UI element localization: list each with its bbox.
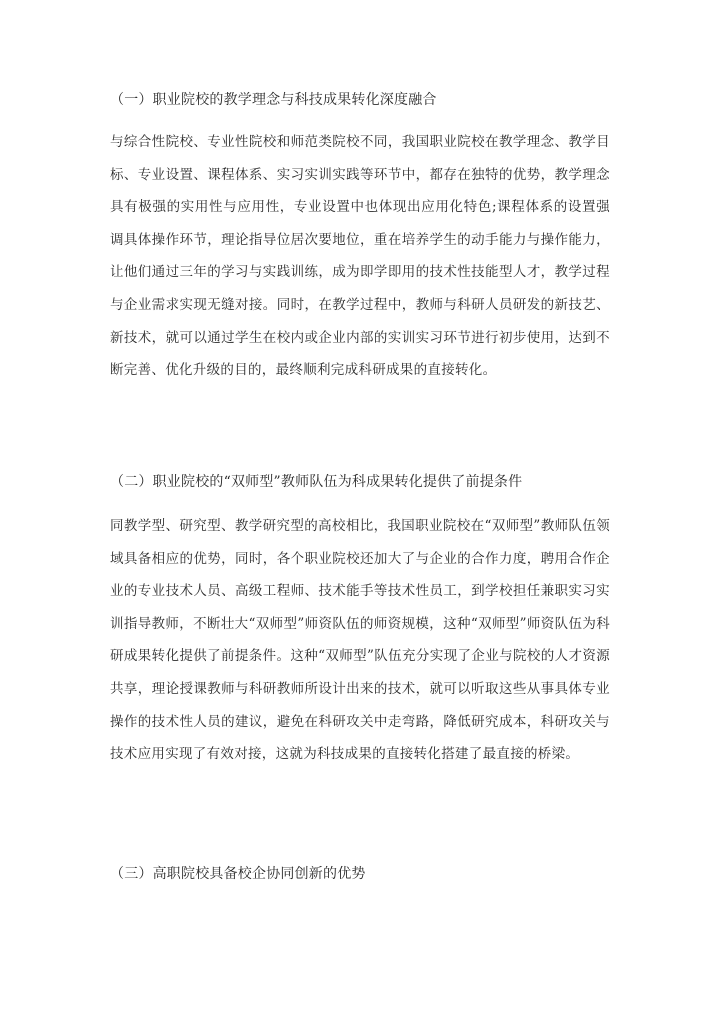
section-heading-1: （一）职业院校的教学理念与科技成果转化深度融合 <box>110 92 437 108</box>
section-heading-2: （二）职业院校的“双师型”教师队伍为科成果转化提供了前提条件 <box>110 474 523 490</box>
section-heading-3: （三）高职院校具备校企协同创新的优势 <box>110 866 366 882</box>
section-paragraph-1: 与综合性院校、专业性院校和师范类院校不同，我国职业院校在教学理念、教学目标、专业设置、课程体系、实习实训实践等环节中，都存在独特的优势，教学理念具有极强的实用性与应用性，专业设置中也体现出应用化特色;课程体系的设置强调具体操作环节，理论指导位居次要地位，重在培养学生的动手能力与操作能力，让他们通过三年的学习与实践训练，成为即学即用的技术性技能型人才，教学过程与企业需求实现无缝对接。同时，在教学过程中，教师与科研人员研发的新技艺、新技术，就可以通过学生在校内或企业内部的实训实习环节进行初步使用，达到不断完善、优化升级的目的，最终顺利完成科研成果的直接转化。 <box>110 134 610 379</box>
section-paragraph-2: 同教学型、研究型、教学研究型的高校相比，我国职业院校在“双师型”教师队伍领域具备相应的优势，同时，各个职业院校还加大了与企业的合作力度，聘用合作企业的专业技术人员、高级工程师、技术能手等技术性员工，到学校担任兼职实习实训指导教师，不断壮大“双师型”师资队伍的师资规模，这种“双师型”师资队伍为科研成果转化提供了前提条件。这种“双师型”队伍充分实现了企业与院校的人才资源共享，理论授课教师与科研教师所设计出来的技术，就可以听取这些从事具体专业操作的技术性人员的建议，避免在科研攻关中走弯路，降低研究成本，科研攻关与技术应用实现了有效对接，这就为科技成果的直接转化搭建了最直接的桥梁。 <box>110 518 610 763</box>
